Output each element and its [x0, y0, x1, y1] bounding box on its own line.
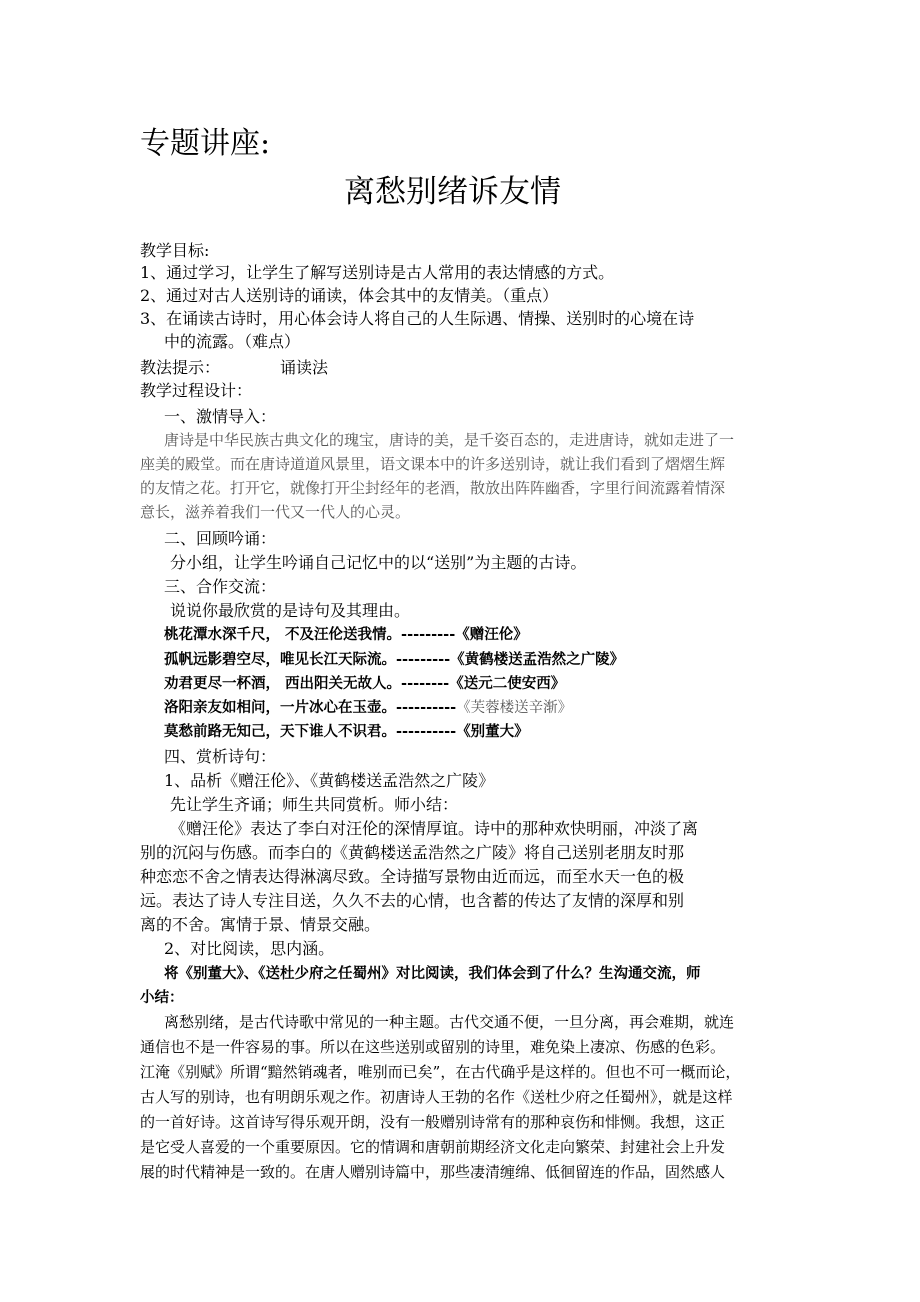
- essay-line: 展的时代精神是一致的。在唐人赠别诗篇中，那些凄清缠绵、低徊留连的作品，固然感人: [140, 1163, 726, 1181]
- page-title: 离愁别绪诉友情: [344, 174, 561, 210]
- essay-line: 的一首好诗。这首诗写得乐观开朗，没有一般赠别诗常有的那种哀伤和悱恻。我想，这正: [140, 1113, 726, 1131]
- intro-line: 意长，滋养着我们一代又一代人的心灵。: [140, 503, 411, 521]
- poem-verse: 桃花潭水深千尺， 不及汪伦送我情。---------: [164, 627, 456, 643]
- essay-line: 古人写的别诗，也有明朗乐观之作。初唐诗人王勃的名作《送杜少府之任蜀州》，就是这样: [140, 1088, 733, 1106]
- summary-line: 种恋恋不舍之情表达得淋漓尽致。全诗描写景物由近而远，而至水天一色的极: [140, 867, 685, 886]
- summary-line: 离的不舍。寓情于景、情景交融。: [140, 915, 381, 934]
- section-4-intro: 先让学生齐诵；师生共同赏析。师小结：: [170, 795, 459, 814]
- section-4-sub1: 1、品析《赠汪伦》、《黄鹤楼送孟浩然之广陵》: [164, 771, 495, 790]
- poem-line: [164, 720, 529, 741]
- goal-item: 3、在诵读古诗时，用心体会诗人将自己的人生际遇、情操、送别时的心境在诗: [140, 309, 695, 328]
- poem-line: [164, 648, 624, 669]
- section-4-sub2: 2、对比阅读，思内涵。: [164, 939, 335, 958]
- goal-item: 2、通过对古人送别诗的诵读，体会其中的友情美。（重点）: [140, 286, 559, 305]
- essay-line: 离愁别绪，是古代诗歌中常见的一种主题。古代交通不便，一旦分离，再会难期，就连: [164, 1013, 735, 1031]
- method-value: 诵读法: [280, 358, 329, 377]
- essay-line: 通信也不是一件容易的事。所以在这些送别或留别的诗里，难免染上凄凉、伤感的色彩。: [140, 1038, 726, 1056]
- summary-line: 别的沉闷与伤感。而李白的《黄鹤楼送孟浩然之广陵》将自己送别老朋友时那: [140, 843, 685, 862]
- poem-verse: 孤帆远影碧空尽，唯见长江天际流。---------: [164, 652, 451, 668]
- section-1-title: 一、激情导入：: [164, 407, 277, 426]
- poem-verse: 莫愁前路无知己，天下谁人不识君。----------: [164, 724, 457, 740]
- poem-source: 《别董大》: [456, 724, 529, 740]
- intro-line: 唐诗是中华民族古典文化的瑰宝，唐诗的美，是千姿百态的，走进唐诗，就如走进了一: [164, 431, 735, 449]
- series-heading: 专题讲座:: [140, 126, 271, 161]
- goals-label: 教学目标:: [140, 241, 210, 260]
- compare-line: 小结：: [140, 990, 184, 1006]
- poem-line: [164, 696, 572, 717]
- poem-verse: 劝君更尽一杯酒， 西出阳关无故人。--------: [164, 676, 450, 692]
- poem-line: [164, 623, 528, 644]
- poem-source: 《赠汪伦》: [455, 627, 528, 643]
- essay-line: 江淹《别赋》所谓“黯然销魂者，唯别而已矣”，在古代确乎是这样的。但也不可一概而论，: [140, 1063, 741, 1081]
- section-3-title: 三、合作交流：: [164, 577, 277, 596]
- process-label: 教学过程设计：: [140, 381, 253, 400]
- goal-item: 1、通过学习，让学生了解写送别诗是古人常用的表达情感的方式。: [140, 263, 615, 282]
- poem-line: [164, 672, 565, 693]
- section-4-title: 四、赏析诗句：: [164, 747, 277, 766]
- section-2-title: 二、回顾吟诵：: [164, 529, 277, 548]
- poem-source: 《芙蓉楼送辛渐》: [456, 700, 573, 716]
- poem-verse: 洛阳亲友如相问，一片冰心在玉壶。----------: [164, 700, 457, 716]
- goal-item-continued: 中的流露。（难点）: [164, 332, 301, 351]
- poem-source: 《送元二使安西》: [449, 676, 566, 692]
- essay-line: 是它受人喜爱的一个重要原因。它的情调和唐朝前期经济文化走向繁荣、封建社会上升发: [140, 1138, 726, 1156]
- section-3-text: 说说你最欣赏的是诗句及其理由。: [170, 601, 411, 620]
- poem-source: 《黄鹤楼送孟浩然之广陵》: [450, 652, 625, 668]
- intro-line: 的友情之花。打开它，就像打开尘封经年的老酒，散放出阵阵幽香，字里行间流露着情深: [140, 479, 726, 497]
- summary-line: 《赠汪伦》表达了李白对汪伦的深情厚谊。诗中的那种欢快明丽，冲淡了离: [170, 819, 699, 838]
- summary-line: 远。表达了诗人专注目送，久久不去的心情，也含蓄的传达了友情的深厚和别: [140, 891, 685, 910]
- intro-line: 座美的殿堂。而在唐诗道道风景里，语文课本中的许多送别诗，就让我们看到了熠熠生辉: [140, 455, 726, 473]
- compare-line: 将《别董大》、《送杜少府之任蜀州》对比阅读，我们体会到了什么？生沟通交流，师: [164, 966, 701, 982]
- method-label: 教法提示：: [140, 358, 221, 377]
- section-2-text: 分小组，让学生吟诵自己记忆中的以“送别”为主题的古诗。: [170, 553, 587, 572]
